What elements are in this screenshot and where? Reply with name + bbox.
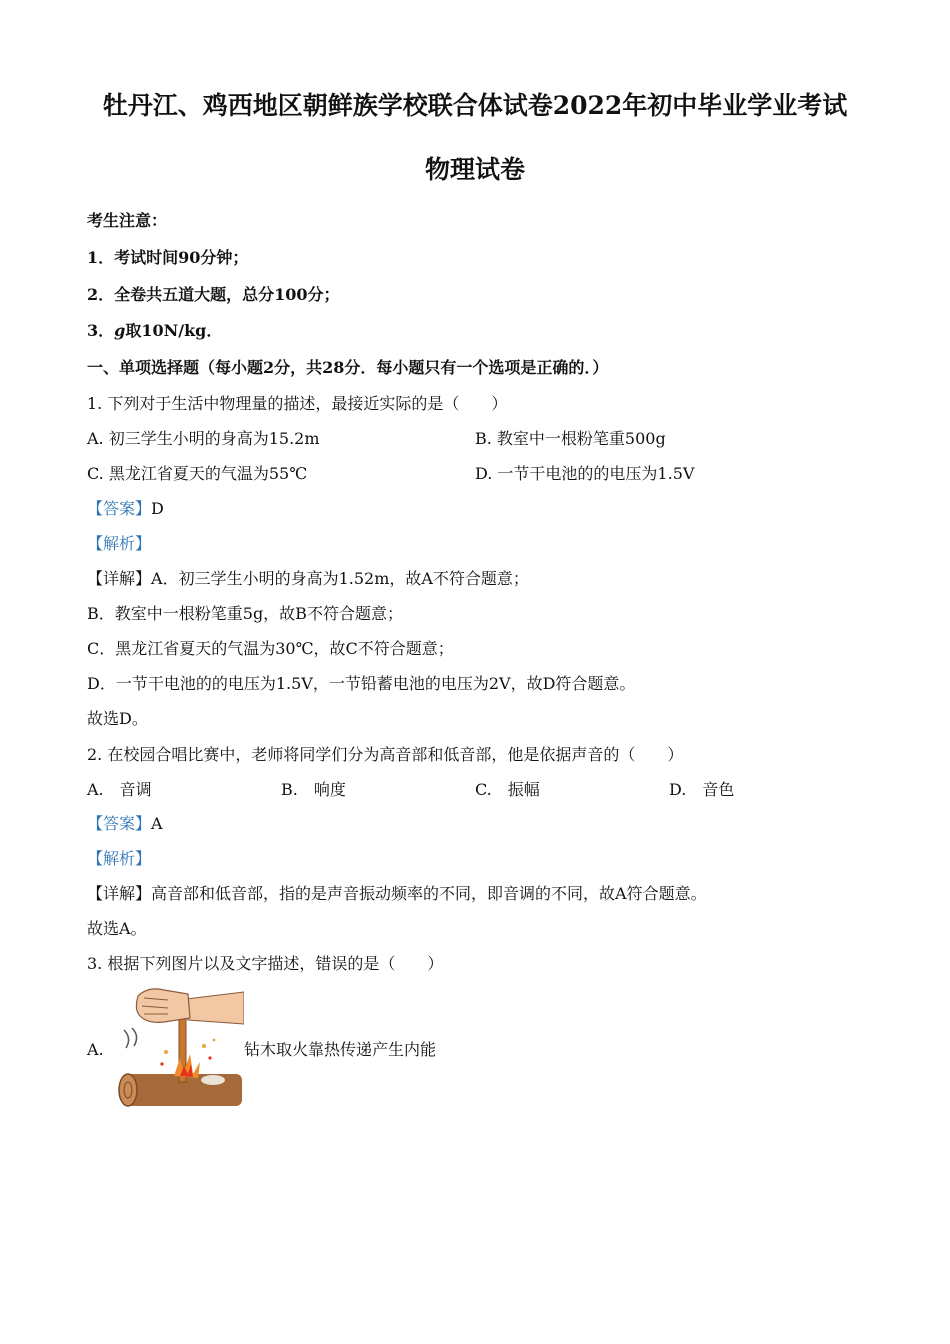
notice-item-2: 2．全卷共五道大题，总分100分；	[87, 285, 340, 304]
q2-detail	[87, 884, 707, 904]
q3-option-a-text: 钻木取火靠热传递产生内能	[244, 1040, 437, 1059]
fire-drill-illustration	[118, 982, 244, 1108]
notice-item-3-prefix: 3．	[87, 321, 115, 340]
q2-answer-tag: 【答案】	[87, 814, 152, 833]
gravity-symbol: g	[114, 321, 126, 340]
q1-option-a: A. 初三学生小明的身高为15.2m	[87, 429, 320, 448]
q1-analysis-tag: 【解析】	[87, 534, 152, 553]
q2-answer-value: A	[151, 814, 163, 833]
q2-detail-tag: 【详解】	[87, 884, 152, 903]
q1-detail-a	[87, 569, 529, 589]
q2-answer	[87, 814, 163, 834]
q2-conclusion: 故选A。	[87, 919, 147, 938]
q2-analysis-tag: 【解析】	[87, 849, 152, 868]
q3-option-a-label: A.	[87, 1040, 104, 1059]
q1-detail-b: B．教室中一根粉笔重5g，故B不符合题意；	[87, 604, 403, 623]
notice-item-3	[87, 321, 222, 341]
q1-answer-tag: 【答案】	[87, 499, 152, 518]
log-end	[119, 1074, 137, 1106]
motion-mark	[124, 1030, 129, 1048]
q3-stem: 3. 根据下列图片以及文字描述，错误的是（ ）	[87, 954, 444, 973]
q2-detail-text: 高音部和低音部，指的是声音振动频率的不同，即音调的不同，故A符合题意。	[151, 884, 707, 903]
spark	[202, 1044, 206, 1048]
spark	[208, 1056, 211, 1059]
q1-conclusion: 故选D。	[87, 709, 148, 728]
document-subtitle: 物理试卷	[424, 155, 525, 184]
motion-mark	[132, 1028, 137, 1046]
spark	[213, 1039, 216, 1042]
notice-item-1: 1．考试时间90分钟；	[87, 248, 249, 267]
q1-option-c: C. 黑龙江省夏天的气温为55℃	[87, 464, 308, 483]
q1-detail-d: D．一节干电池的的电压为1.5V，一节铅蓄电池的电压为2V，故D符合题意。	[87, 674, 636, 693]
ash-pile	[201, 1075, 225, 1085]
q1-detail-c: C．黑龙江省夏天的气温为30℃，故C不符合题意；	[87, 639, 454, 658]
q2-option-d: D. 音色	[669, 780, 735, 799]
q2-option-a: A. 音调	[87, 780, 152, 799]
spark	[164, 1050, 168, 1054]
section-1-heading: 一、单项选择题（每小题2分，共28分．每小题只有一个选项是正确的．）	[87, 358, 609, 377]
q2-stem: 2. 在校园合唱比赛中，老师将同学们分为高音部和低音部，他是依据声音的（ ）	[87, 745, 684, 764]
q1-answer	[87, 499, 164, 519]
q1-stem: 1. 下列对于生活中物理量的描述，最接近实际的是（ ）	[87, 394, 508, 413]
q2-option-b: B. 响度	[281, 780, 346, 799]
spark	[160, 1062, 163, 1065]
q1-answer-value: D	[151, 499, 164, 518]
q1-detail-a-text: A．初三学生小明的身高为1.52m，故A不符合题意；	[151, 569, 529, 588]
q1-option-b: B. 教室中一根粉笔重500g	[475, 429, 666, 448]
notice-item-3-rest: 取10N/kg．	[125, 321, 223, 340]
q1-option-d: D. 一节干电池的的电压为1.5V	[475, 464, 695, 483]
hands	[136, 989, 190, 1023]
q1-detail-tag: 【详解】	[87, 569, 152, 588]
q2-option-c: C. 振幅	[475, 780, 540, 799]
document-title: 牡丹江、鸡西地区朝鲜族学校联合体试卷2022年初中毕业学业考试	[102, 91, 848, 120]
notice-heading: 考生注意：	[87, 211, 168, 230]
